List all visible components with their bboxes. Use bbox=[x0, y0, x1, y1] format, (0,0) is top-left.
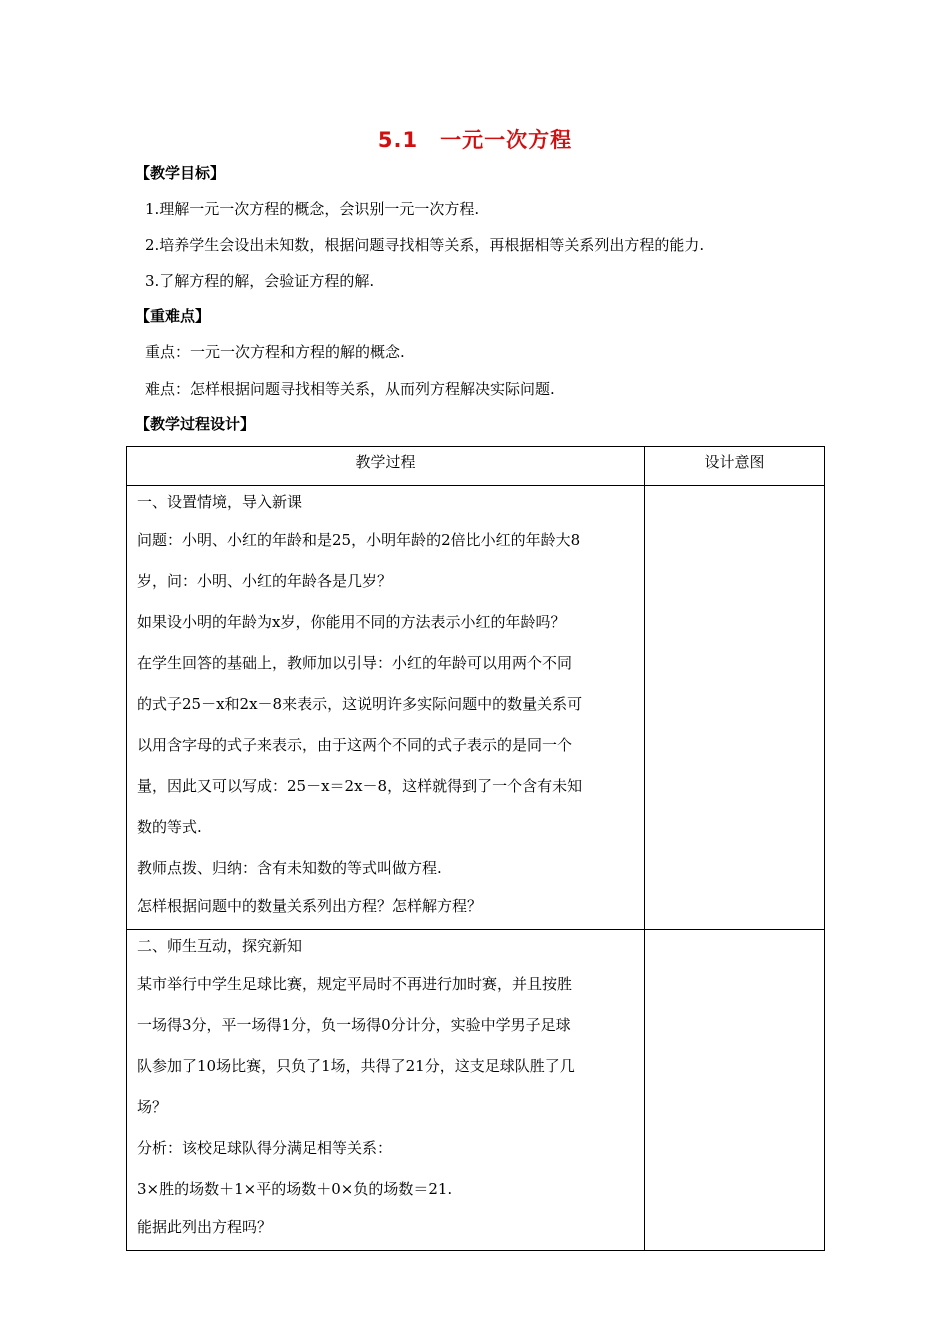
section-1-line: 以用含字母的式子来表示，由于这两个不同的式子表示的是同一个 bbox=[137, 736, 573, 754]
section-1-line: 怎样根据问题中的数量关系列出方程？怎样解方程？ bbox=[137, 897, 483, 915]
section-1-line: 如果设小明的年龄为x岁，你能用不同的方法表示小红的年龄吗？ bbox=[137, 613, 566, 631]
section-2-line: 分析：该校足球队得分满足相等关系： bbox=[137, 1139, 393, 1157]
section-1-line: 数的等式. bbox=[137, 818, 202, 836]
section-1-line: 问题：小明、小红的年龄和是25，小明年龄的2倍比小红的年龄大8 bbox=[137, 531, 581, 549]
section-2-line: 场？ bbox=[137, 1098, 168, 1116]
section-1-title: 一、设置情境，导入新课 bbox=[137, 493, 303, 511]
objective-item-1: 1.理解一元一次方程的概念，会识别一元一次方程. bbox=[145, 200, 480, 218]
section-1-line: 在学生回答的基础上，教师加以引导：小红的年龄可以用两个不同 bbox=[137, 654, 573, 672]
section-1-line: 岁，问：小明、小红的年龄各是几岁？ bbox=[137, 572, 393, 590]
section-2-cell bbox=[127, 930, 645, 1251]
lesson-process-table bbox=[126, 446, 825, 1251]
section-1-line: 的式子25－x和2x－8来表示，这说明许多实际问题中的数量关系可 bbox=[137, 695, 583, 713]
table-row bbox=[127, 486, 825, 930]
header-teaching-process: 教学过程 bbox=[127, 447, 645, 486]
objective-item-3: 3.了解方程的解，会验证方程的解. bbox=[145, 272, 375, 290]
section-2-line: 能据此列出方程吗？ bbox=[137, 1218, 273, 1236]
section-2-line: 3×胜的场数＋1×平的场数＋0×负的场数＝21. bbox=[137, 1180, 453, 1198]
section-2-line: 队参加了10场比赛，只负了1场，共得了21分，这支足球队胜了几 bbox=[137, 1057, 575, 1075]
section-1-cell bbox=[127, 486, 645, 930]
objective-item-2: 2.培养学生会设出未知数，根据问题寻找相等关系，再根据相等关系列出方程的能力. bbox=[145, 236, 705, 254]
header-design-intent: 设计意图 bbox=[645, 447, 825, 486]
section-2-intent-cell bbox=[645, 930, 825, 1251]
process-heading: 【教学过程设计】 bbox=[135, 415, 256, 433]
section-1-intent-cell bbox=[645, 486, 825, 930]
page-title: 5.1 一元一次方程 bbox=[377, 128, 573, 152]
table-row bbox=[127, 930, 825, 1251]
table-header-row bbox=[127, 447, 825, 486]
key-point: 重点：一元一次方程和方程的解的概念. bbox=[145, 343, 405, 361]
key-points-heading: 【重难点】 bbox=[135, 307, 211, 325]
section-1-line: 教师点拨、归纳：含有未知数的等式叫做方程. bbox=[137, 859, 442, 877]
objectives-heading: 【教学目标】 bbox=[135, 164, 226, 182]
section-2-line: 某市举行中学生足球比赛，规定平局时不再进行加时赛，并且按胜 bbox=[137, 975, 573, 993]
section-2-line: 一场得3分，平一场得1分，负一场得0分计分，实验中学男子足球 bbox=[137, 1016, 571, 1034]
section-1-line: 量，因此又可以写成：25－x＝2x－8，这样就得到了一个含有未知 bbox=[137, 777, 583, 795]
section-2-title: 二、师生互动，探究新知 bbox=[137, 937, 303, 955]
difficulty-point: 难点：怎样根据问题寻找相等关系，从而列方程解决实际问题. bbox=[145, 380, 555, 398]
